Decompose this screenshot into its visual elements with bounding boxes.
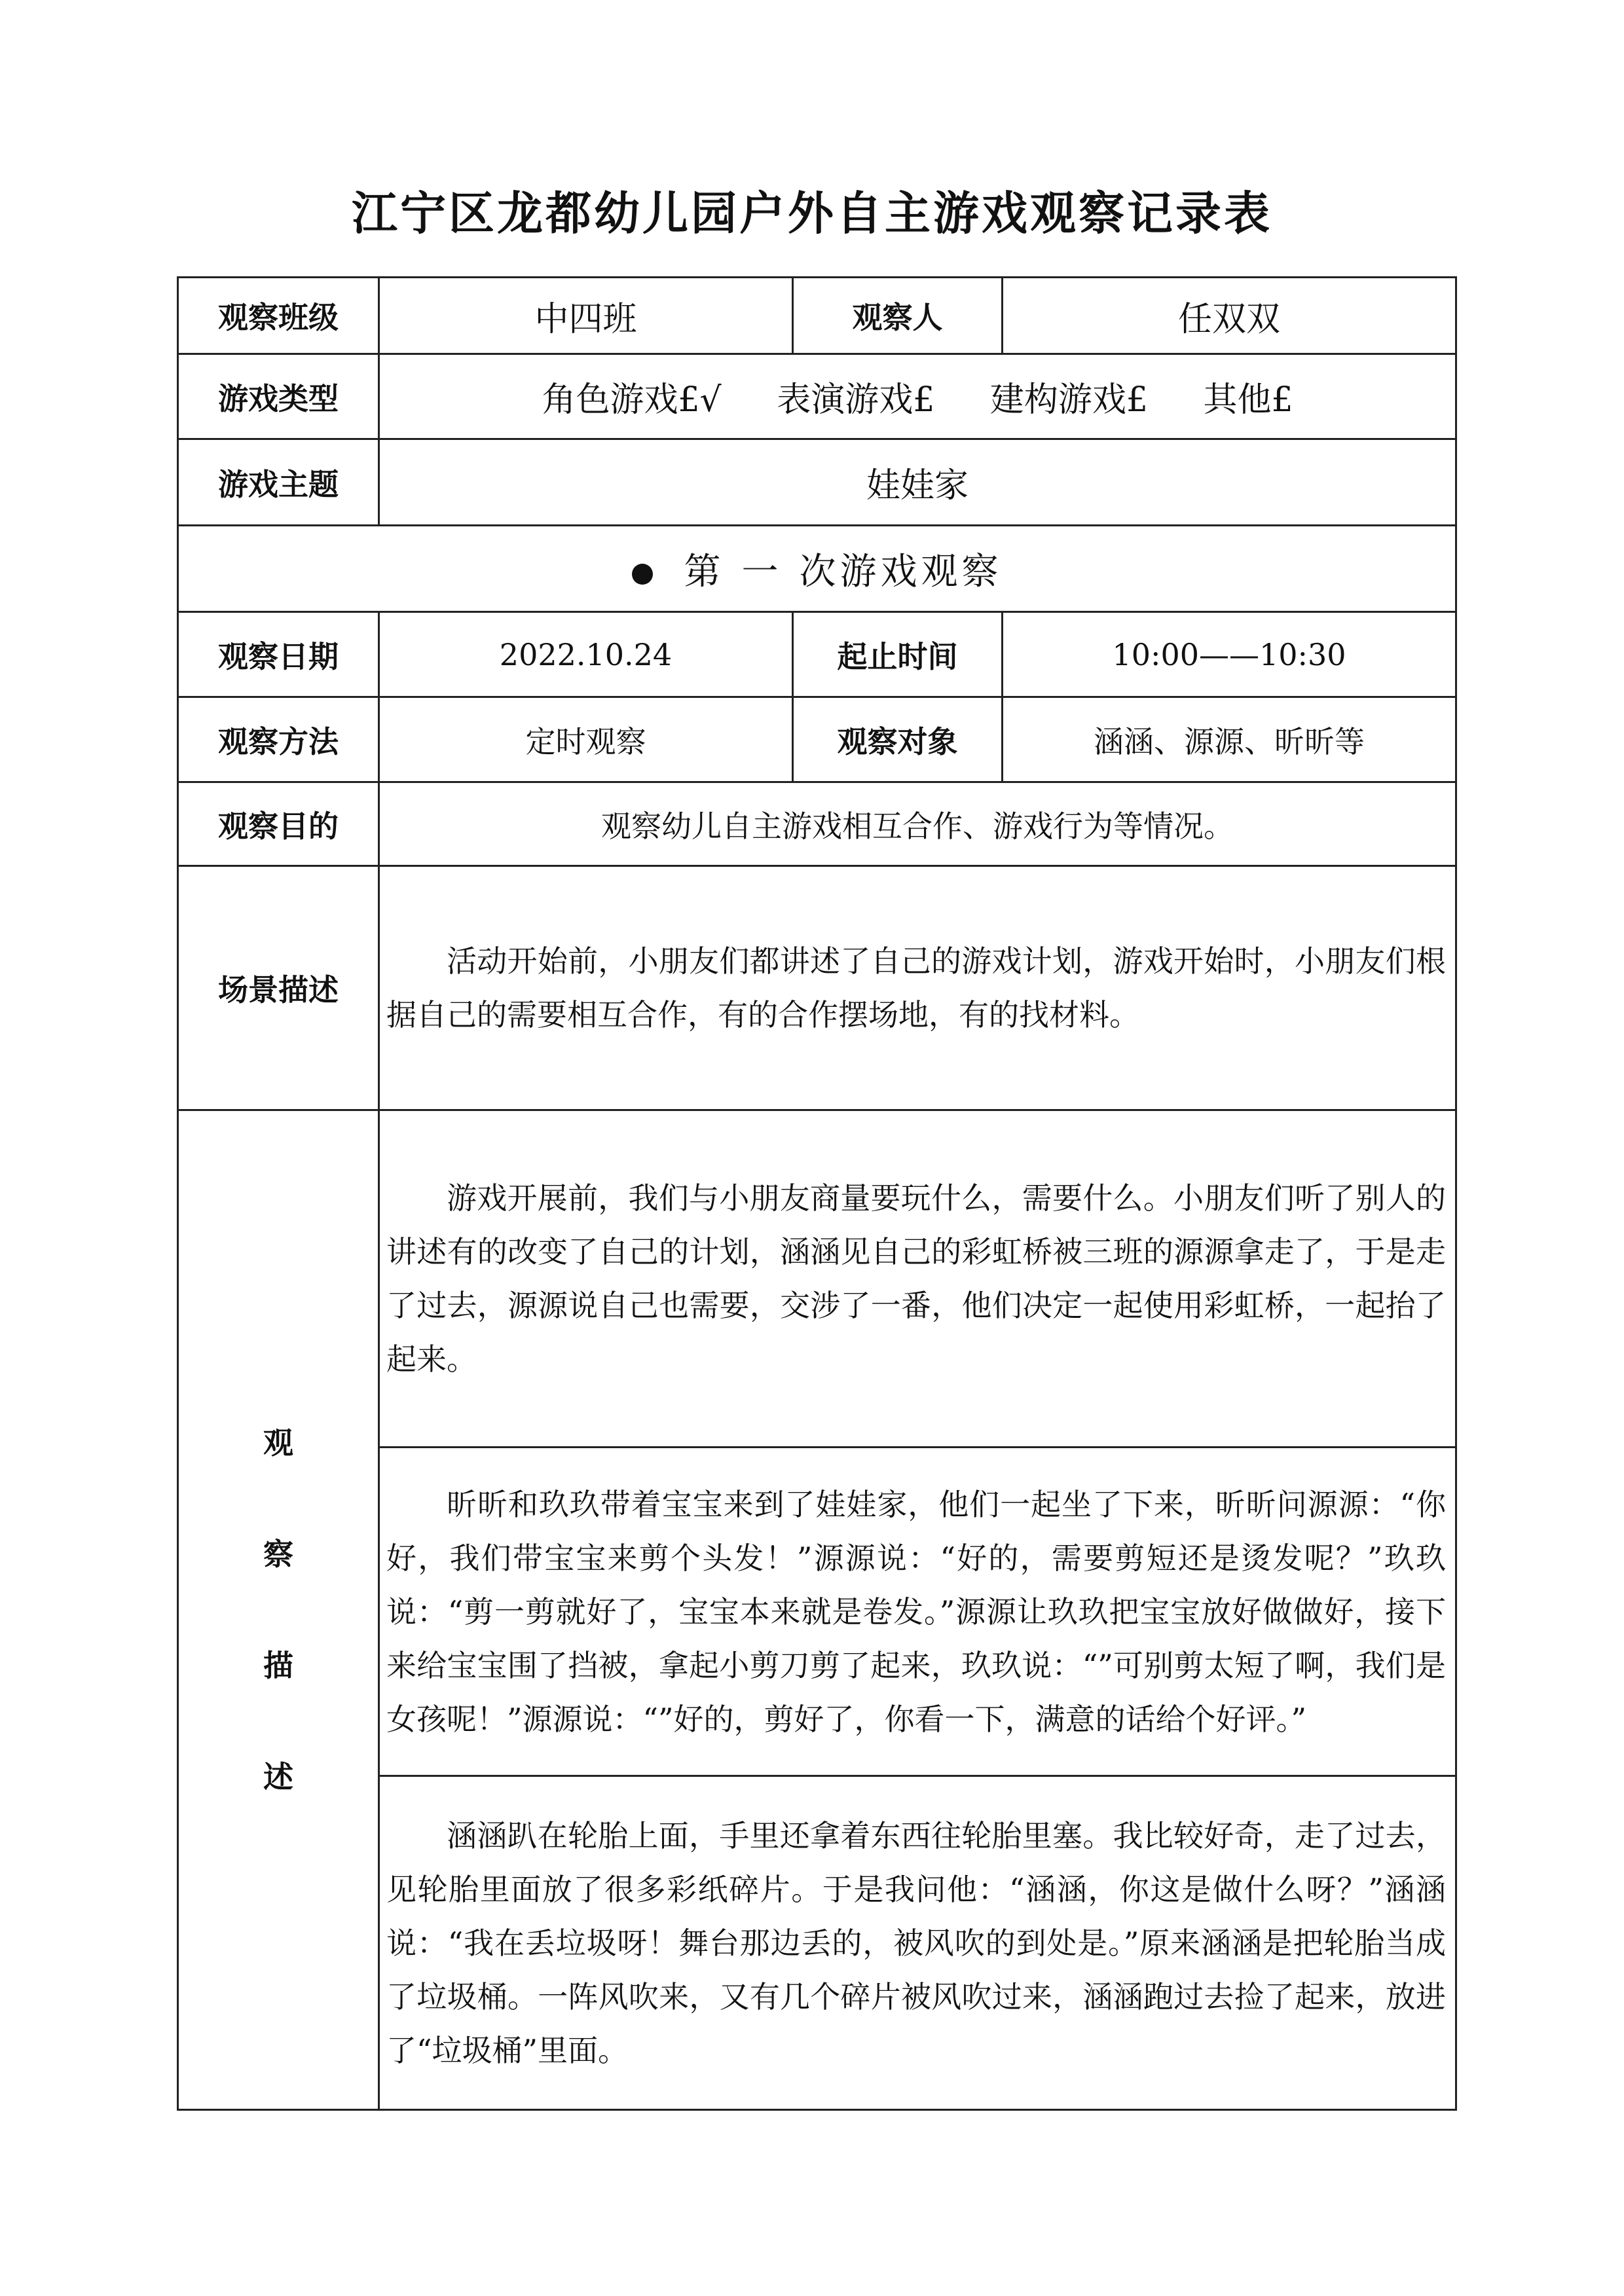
observation-paragraph-1 bbox=[379, 1110, 1456, 1448]
observation-label bbox=[178, 1110, 379, 2110]
scene-label: 场景描述 bbox=[178, 866, 379, 1110]
observation-text-2: 昕昕和玖玖带着宝宝来到了娃娃家，他们一起坐了下来，昕昕问源源：“你好，我们带宝宝来剪个头发！”源源说：“好的，需要剪短还是烫发呢？”玖玖说：“剪一剪就好了，宝宝本来就是卷发。”源源让玖玖把宝宝放好做做好，接下来给宝宝围了挡被，拿起小剪刀剪了起来，玖玖说：“”可别剪太短了啊，我们是女孩呢！”源源说：“”好的，剪好了，你看一下，满意的话给个好评。” bbox=[386, 1486, 1446, 1737]
type-role-play: 角色游戏£√ bbox=[542, 380, 722, 420]
section-word-2: 一 bbox=[741, 550, 783, 593]
section-heading bbox=[178, 526, 1456, 612]
bullet-icon bbox=[632, 564, 653, 585]
game-type-label: 游戏类型 bbox=[178, 354, 379, 439]
row-theme bbox=[178, 439, 1456, 526]
target-value: 涵涵、源源、昕昕等 bbox=[1003, 697, 1456, 782]
theme-value: 娃娃家 bbox=[379, 439, 1456, 526]
row-observation-1 bbox=[178, 1110, 1456, 1448]
date-value: 2022.10.24 bbox=[379, 612, 793, 697]
section-word-1: 第 bbox=[684, 550, 725, 593]
type-construction: 建构游戏£ bbox=[989, 380, 1148, 420]
purpose-value: 观察幼儿自主游戏相互合作、游戏行为等情况。 bbox=[379, 782, 1456, 866]
observation-text-1: 游戏开展前，我们与小朋友商量要玩什么，需要什么。小朋友们听了别人的讲述有的改变了自己的计划，涵涵见自己的彩虹桥被三班的源源拿走了，于是走了过去，源源说自己也需要，交涉了一番，他们决定一起使用彩虹桥，一起抬了起来。 bbox=[386, 1180, 1446, 1377]
obs-label-char-2: 察 bbox=[263, 1537, 293, 1572]
target-label: 观察对象 bbox=[793, 697, 1003, 782]
theme-label: 游戏主题 bbox=[178, 439, 379, 526]
observation-form bbox=[177, 276, 1457, 2111]
observation-text-3: 涵涵趴在轮胎上面，手里还拿着东西往轮胎里塞。我比较好奇，走了过去，见轮胎里面放了很多彩纸碎片。于是我问他：“涵涵，你这是做什么呀？”涵涵说：“我在丢垃圾呀！舞台那边丢的，被风吹的到处是。”原来涵涵是把轮胎当成了垃圾桶。一阵风吹来，又有几个碎片被风吹过来，涵涵跑过去捡了起来，放进了“垃圾桶”里面。 bbox=[386, 1817, 1446, 2068]
observer-value: 任双双 bbox=[1003, 278, 1456, 354]
purpose-label: 观察目的 bbox=[178, 782, 379, 866]
obs-label-char-4: 述 bbox=[263, 1759, 293, 1795]
observation-paragraph-3 bbox=[379, 1776, 1456, 2110]
type-performance: 表演游戏£ bbox=[777, 380, 935, 420]
row-game-type bbox=[178, 354, 1456, 439]
date-label: 观察日期 bbox=[178, 612, 379, 697]
row-class bbox=[178, 278, 1456, 354]
game-type-options bbox=[379, 354, 1456, 439]
page-title: 江宁区龙都幼儿园户外自主游戏观察记录表 bbox=[352, 187, 1272, 240]
row-scene bbox=[178, 866, 1456, 1110]
method-value: 定时观察 bbox=[379, 697, 793, 782]
row-method bbox=[178, 697, 1456, 782]
observation-paragraph-2 bbox=[379, 1448, 1456, 1776]
class-label: 观察班级 bbox=[178, 278, 379, 354]
scene-description bbox=[379, 866, 1456, 1110]
row-date bbox=[178, 612, 1456, 697]
time-label: 起止时间 bbox=[793, 612, 1003, 697]
type-other: 其他£ bbox=[1203, 380, 1293, 420]
row-purpose bbox=[178, 782, 1456, 866]
obs-label-char-3: 描 bbox=[263, 1648, 293, 1683]
section-word-3: 次游戏观察 bbox=[799, 550, 1003, 593]
scene-text: 活动开始前，小朋友们都讲述了自己的游戏计划，游戏开始时，小朋友们根据自己的需要相互合作，有的合作摆场地，有的找材料。 bbox=[386, 943, 1446, 1032]
method-label: 观察方法 bbox=[178, 697, 379, 782]
obs-label-char-1: 观 bbox=[263, 1425, 293, 1461]
observer-label: 观察人 bbox=[793, 278, 1003, 354]
time-value: 10:00——10:30 bbox=[1003, 612, 1456, 697]
class-value: 中四班 bbox=[379, 278, 793, 354]
row-section bbox=[178, 526, 1456, 612]
